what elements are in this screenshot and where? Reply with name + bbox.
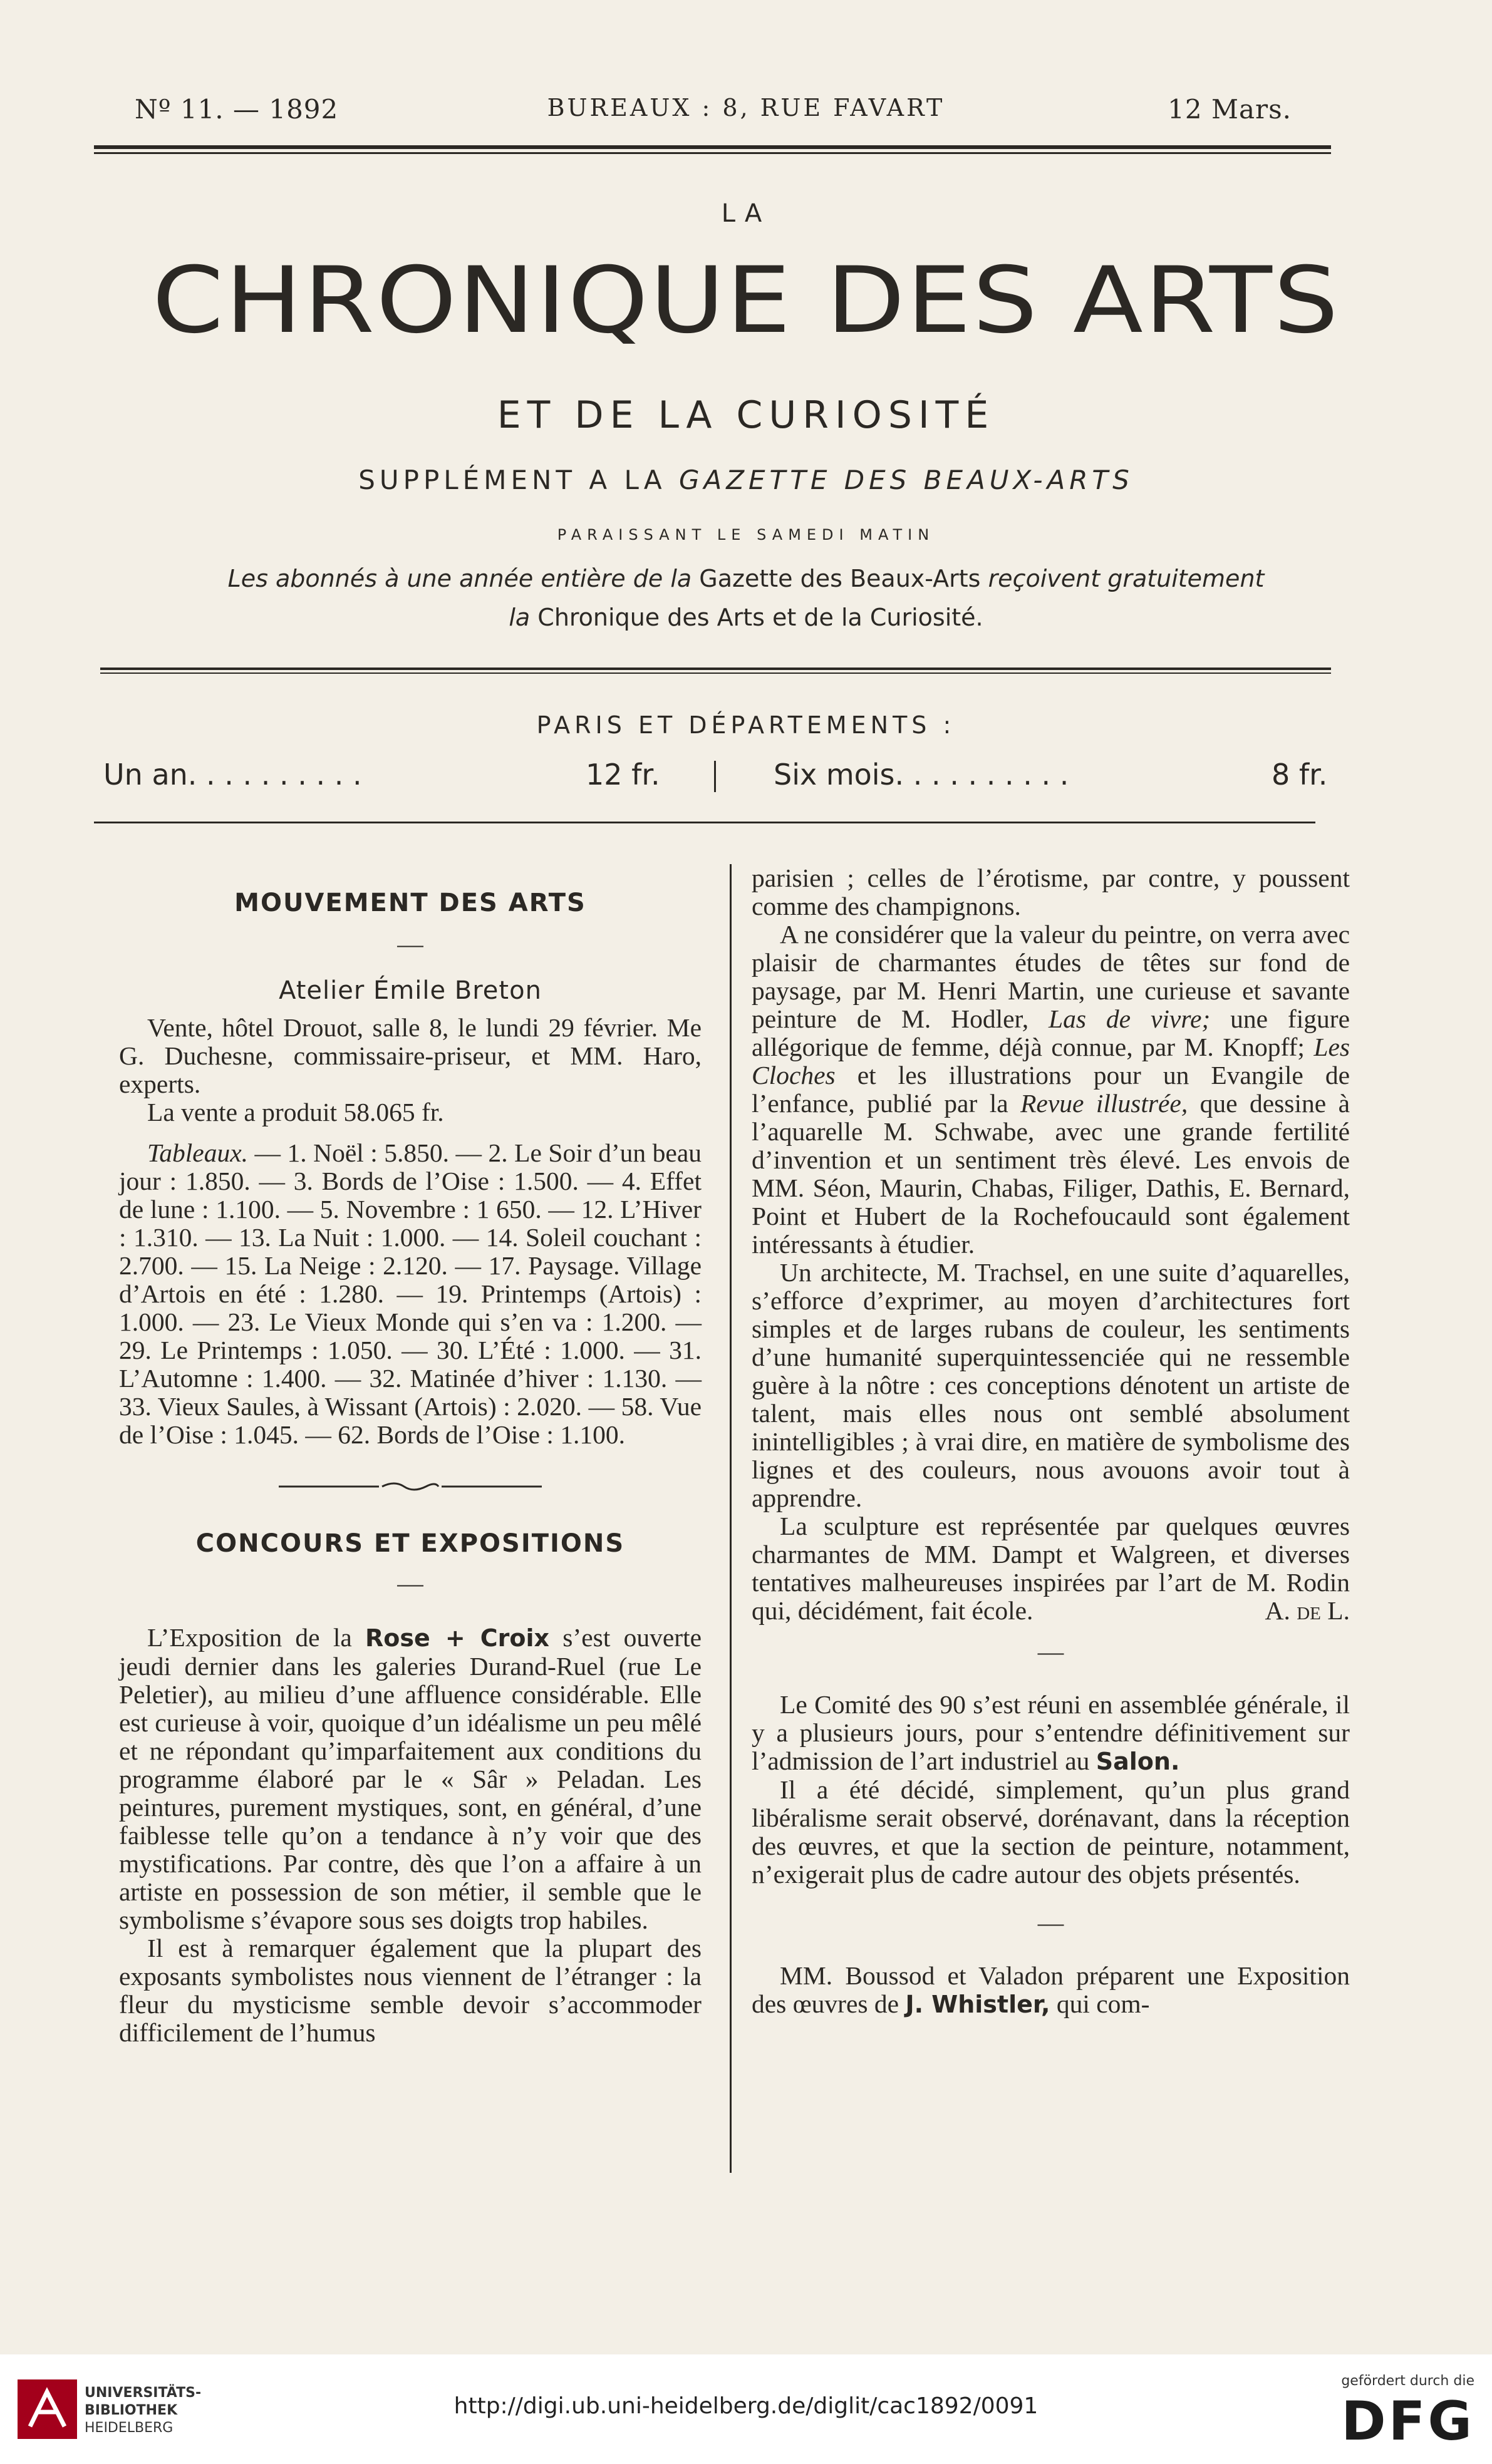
notice-1a: Les abonnés à une année entière de la xyxy=(227,565,692,592)
right-column xyxy=(752,864,1350,2019)
funded-label: gefördert durch die xyxy=(1341,2373,1474,2389)
section-dash-2: — xyxy=(397,1569,423,1597)
les-cloches: Les Cloches xyxy=(752,1033,1350,1090)
right-p1a: A ne considérer que la valeur du peintre, on verra avec plaisir de charmantes études de têtes sur fond de paysage, par M. Henri Martin, une curieuse et savante peinture de M. Hodler, xyxy=(752,920,1350,1033)
subscription-heading: PARIS ET DÉPARTEMENTS : xyxy=(536,711,956,739)
comite-paragraph xyxy=(752,1691,1350,1776)
whistler-name: J. Whistler, xyxy=(905,1991,1050,2018)
notice-1c: reçoivent gratuitement xyxy=(988,565,1265,592)
signature-text: A. de L. xyxy=(1265,1596,1350,1625)
bureaux-address: BUREAUX : 8, RUE FAVART xyxy=(547,94,945,121)
right-p1b: une figure allégorique de femme, déjà connue, par M. Knopff; xyxy=(752,1004,1350,1061)
right-p1d: que dessine à l’aquarelle M. Schwabe, avec une grande fertilité d’invention et un sentiment très élevé. Les envois de MM. Séon, Maurin, Chabas, Filiger, Dathis, E. Bernard, Point et Hubert de la Rochefoucauld sont également intéressants à étudier. xyxy=(752,1089,1350,1259)
right-p1 xyxy=(752,920,1350,1259)
notice-line-1 xyxy=(0,565,1492,592)
salon-word: Salon. xyxy=(1096,1748,1180,1775)
boussod-text: MM. Boussod et Valadon préparent une Exposition des œuvres de xyxy=(752,1961,1350,2018)
atelier-title: Atelier Émile Breton xyxy=(279,976,542,1005)
expo-paragraph-2: Il est à remarquer également que la plupart des exposants symbolistes nous viennent de l’étranger : la fleur du mysticisme semble devoir s’accommoder difficilement de l’humus xyxy=(119,1934,702,2047)
tableaux-list: — 1. Noël : 5.850. — 2. Le Soir d’un beau jour : 1.850. — 3. Bords de l’Oise : 1.500. — 4. Effet de lune : 1.100. — 5. Novembre : 1 650. — 12. L’Hiver : 1.310. — 13. La Nuit : 1.000. — 14. Soleil couchant : 2.700. — 15. La Neige : 2.120. — 17. Paysage. Village d’Artois en été : 1.280. — 19. Printemps (Artois) : 1.000. — 23. Le Vieux Monde qui s’en va : 1.200. — 29. Le Printemps : 1.050. — 30. L’Été : 1.000. — 31. L’Automne : 1.400. — 32. Matinée d’hiver : 1.130. — 33. Vieux Saules, à Wissant (Artois) : 2.020. — 58. Vue de l’Oise : 1.045. — 62. Bords de l’Oise : 1.100. xyxy=(119,1138,702,1449)
tableaux-paragraph xyxy=(119,1139,702,1449)
revue-illustree: Revue illustrée, xyxy=(1020,1089,1188,1118)
title-la: LA xyxy=(721,199,771,228)
supplement-prefix: SUPPLÉMENT A LA xyxy=(358,465,666,495)
notice-2a: la xyxy=(509,604,531,631)
issue-date: 12 Mars. xyxy=(1168,94,1292,125)
issue-number: Nº 11. — 1892 xyxy=(135,94,339,125)
right-p0: parisien ; celles de l’érotisme, par contre, y poussent comme des champignons. xyxy=(752,863,1350,920)
subscription-half-label: Six mois. . . . . . . . . . xyxy=(774,758,1069,791)
library-line-1: UNIVERSITÄTS- xyxy=(85,2385,202,2401)
subscription-half-price: 8 fr. xyxy=(1272,758,1328,791)
section-dash: — xyxy=(397,929,423,958)
subscription-rule-bottom xyxy=(94,822,1315,823)
section-concours-title: CONCOURS ET EXPOSITIONS xyxy=(195,1529,625,1558)
expo-paragraph-1 xyxy=(119,1624,702,1934)
newspaper-title: CHRONIQUE DES ARTS xyxy=(152,247,1340,354)
column-divider xyxy=(730,864,732,2173)
notice-line-2 xyxy=(0,604,1492,631)
library-line-2: BIBLIOTHEK xyxy=(85,2403,178,2418)
masthead-rule-top xyxy=(94,145,1331,149)
boussod-end: qui com- xyxy=(1056,1989,1150,2018)
decide-paragraph: Il a été décidé, simplement, qu’un plus grand libéralisme serait observé, dorénavant, dans la réception des œuvres, et que la section de peinture, notamment, n’exigerait plus de cadre autour des objets présentés. xyxy=(752,1775,1350,1889)
produit-paragraph: La vente a produit 58.065 fr. xyxy=(147,1098,444,1126)
subscription-separator xyxy=(714,761,716,792)
supplement-gazette: GAZETTE DES BEAUX-ARTS xyxy=(678,465,1134,495)
digitization-footer xyxy=(0,2354,1492,2464)
right-p3: La sculpture est représentée par quelques œuvres charmantes de MM. Dampt et Walgreen, et diverses tentatives malheureuses inspirées par l’art de M. Rodin qui, décidément, fait école. xyxy=(752,1512,1350,1625)
masthead-rule-top-thin xyxy=(94,152,1331,154)
dfg-logo: DFG xyxy=(1341,2390,1474,2453)
subscription-year-label: Un an. . . . . . . . . . xyxy=(103,758,362,791)
newspaper-subtitle: ET DE LA CURIOSITÉ xyxy=(497,393,995,437)
vente-paragraph: Vente, hôtel Drouot, salle 8, le lundi 29 février. Me G. Duchesne, commissaire-priseur, et MM. Haro, experts. xyxy=(119,1013,702,1098)
notice-1b: Gazette des Beaux-Arts xyxy=(699,565,981,592)
right-p2: Un architecte, M. Trachsel, en une suite d’aquarelles, s’efforce d’exprimer, au moyen d’architectures fort simples et de larges rubans de couleur, les sentiments d’une humanité superquintessenciée qui ne ressemble guère à la nôtre : ces conceptions dénotent un artiste de talent, mais elles nous ont semblé absolument inintelligibles ; à vrai dire, en matière de symbolisme des lignes et des couleurs, nous avouons avoir tout à apprendre. xyxy=(752,1258,1350,1512)
notice-2b: Chronique des Arts et de la Curiosité. xyxy=(537,604,983,631)
library-line-3: HEIDELBERG xyxy=(85,2420,174,2436)
section-mouvement-title: MOUVEMENT DES ARTS xyxy=(234,889,586,917)
left-column xyxy=(119,889,702,2047)
expo-p1b: s’est ouverte jeudi dernier dans les galeries Durand-Ruel (rue Le Peletier), au milieu d’une affluence considérable. Elle est curieuse à voir, quoique d’un idéalisme un peu mêlé et ne répondant qu’imparfaitement aux conditions du programme élaboré par le « Sâr » Peladan. Les peintures, purement mystiques, sont, en général, d’une faiblesse telle qu’on a tendance à n’y voir que des mystifications. Par contre, dès que l’on a affaire à un artiste en possession de son métier, il semble que le symbolisme s’évapore sous ses doigts trop habiles. xyxy=(119,1623,702,1934)
comite-text: Le Comité des 90 s’est réuni en assemblée générale, il y a plusieurs jours, pour s’entendre définitivement sur l’admission de l’art industriel au xyxy=(752,1690,1350,1775)
las-de-vivre: Las de vivre; xyxy=(1049,1004,1211,1033)
right-dash-1: — xyxy=(1037,1637,1064,1666)
subscription-year-price: 12 fr. xyxy=(586,758,660,791)
right-dash-2: — xyxy=(1037,1908,1064,1937)
right-p1c: et les illustrations pour un Evangile de l’enfance, publié par la xyxy=(752,1061,1350,1118)
ornament-icon xyxy=(279,1480,542,1493)
tableaux-label: Tableaux. xyxy=(147,1138,249,1167)
subscription-rule-top xyxy=(100,668,1331,670)
boussod-paragraph xyxy=(752,1962,1350,2019)
supplement-line xyxy=(0,465,1492,495)
paraissant-line: PARAISSANT LE SAMEDI MATIN xyxy=(557,526,935,544)
digitization-url[interactable]: http://digi.ub.uni-heidelberg.de/diglit/cac1892/0091 xyxy=(453,2393,1039,2419)
subscription-rule-top-thin xyxy=(100,673,1331,674)
ornament-divider xyxy=(279,1470,542,1498)
expo-p1a: L’Exposition de la xyxy=(147,1623,352,1652)
rose-croix: Rose + Croix xyxy=(365,1624,550,1652)
